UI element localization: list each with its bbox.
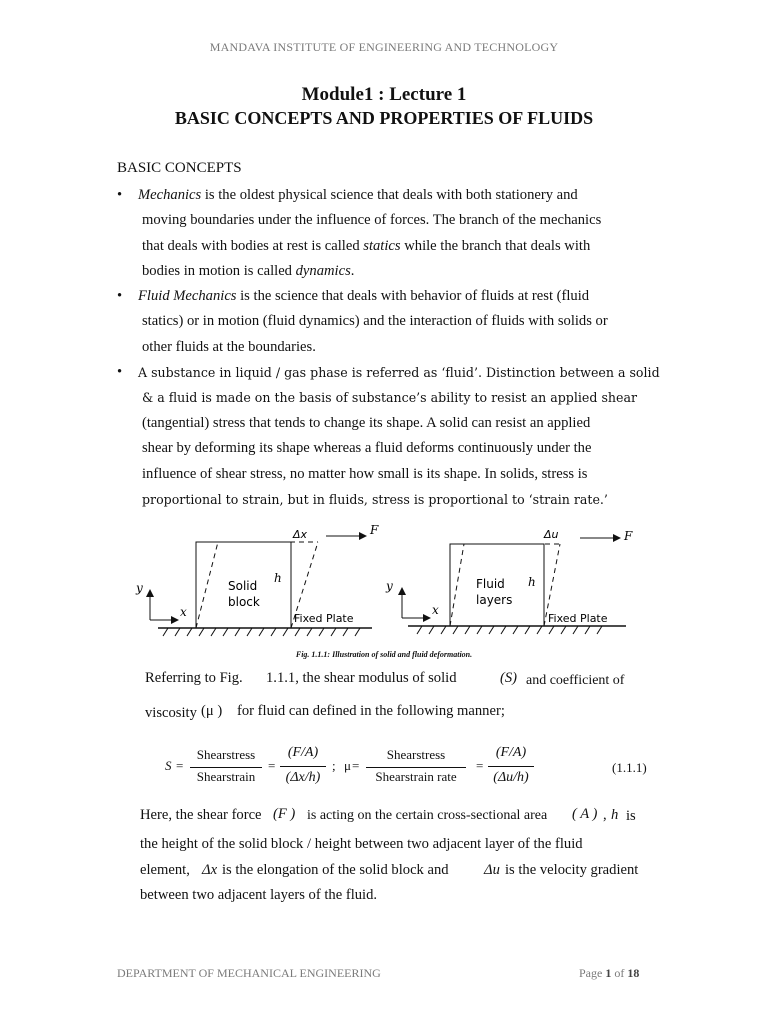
block-label: Solid xyxy=(228,579,258,593)
text: other fluids at the boundaries. xyxy=(142,338,316,355)
fixed-plate-label: Fixed Plate xyxy=(294,612,354,625)
deformation-figure xyxy=(130,518,640,658)
text: A substance in liquid / gas phase is referred as ‘fluid’. Distinction between a solid xyxy=(138,365,660,380)
text: between two adjacent layers of the fluid. xyxy=(140,887,378,903)
solid-diagram xyxy=(135,523,379,636)
eq-symbol: = xyxy=(476,758,484,773)
equation-1-1-1 xyxy=(160,742,670,794)
symbol-s: (S) xyxy=(500,670,518,686)
module-title: Module1 : Lecture 1 xyxy=(301,84,467,105)
text: while the branch that deals with xyxy=(400,237,591,254)
symbol-du: Δu xyxy=(484,862,500,878)
layers-label: layers xyxy=(476,593,513,607)
symbol-dx: Δx xyxy=(202,862,218,878)
block-label: block xyxy=(228,595,260,609)
bullet-marker: • xyxy=(117,187,123,203)
height-label: h xyxy=(274,571,282,585)
term-dynamics: dynamics xyxy=(295,263,351,280)
text: is the elongation of the solid block and xyxy=(222,862,449,878)
y-axis-label: y xyxy=(386,579,393,593)
text: proportional to strain, but in fluids, stress is proportional to ‘strain rate.’ xyxy=(142,492,608,508)
page-title: BASIC CONCEPTS AND PROPERTIES OF FLUIDS xyxy=(174,108,594,128)
bullet-mechanics xyxy=(117,183,637,285)
delta-u-label: Δu xyxy=(544,528,559,541)
eq-symbol: μ xyxy=(344,758,351,773)
text: , xyxy=(603,807,607,823)
text: is xyxy=(626,808,636,824)
symbol-f: (F ) xyxy=(273,806,296,822)
eq-denominator: (Δx/h) xyxy=(285,770,321,785)
eq-symbol: = xyxy=(268,758,276,773)
page-total: 18 xyxy=(627,966,640,980)
text: Here, the shear force xyxy=(140,807,262,823)
text: element, xyxy=(140,862,190,878)
text: the height of the solid block / height between two adjacent layer of the fluid xyxy=(140,836,583,852)
eq-symbol: = xyxy=(352,758,360,773)
bullet-marker: • xyxy=(117,288,123,304)
eq-numerator: (F/A) xyxy=(495,745,527,760)
text: is the science that deals with behavior of fluids at rest (fluid xyxy=(236,288,590,304)
text: statics) or in motion (fluid dynamics) and the interaction of fluids with solids or xyxy=(142,313,608,330)
term-fluid-mechanics: Fluid Mechanics xyxy=(138,288,237,304)
header-institute: MANDAVA INSTITUTE OF ENGINEERING AND TECHNOLOGY xyxy=(209,40,559,54)
text: moving boundaries under the influence of forces. The branch of the mechanics xyxy=(142,212,602,229)
bullet-substance xyxy=(117,360,660,512)
text: is acting on the certain cross-sectional area xyxy=(307,808,548,823)
equation-number: (1.1.1) xyxy=(612,760,647,775)
text: & a fluid is made on the basis of substance’s ability to resist an applied shear xyxy=(142,390,637,406)
eq-denominator: (Δu/h) xyxy=(493,770,529,785)
eq-denominator: Shearstrain xyxy=(196,769,256,784)
symbol-mu: (μ ) xyxy=(201,703,223,719)
fluid-diagram xyxy=(385,528,633,634)
eq-symbol: ; xyxy=(332,758,336,773)
text: viscosity xyxy=(145,705,197,721)
page-number xyxy=(579,966,639,981)
footer-department: DEPARTMENT OF MECHANICAL ENGINEERING xyxy=(117,966,381,980)
delta-x-label: Δx xyxy=(293,528,308,541)
page-current: 1 xyxy=(605,966,612,980)
hatching xyxy=(163,628,360,636)
text: (tangential) stress that tends to change its shape. A solid can resist an applied xyxy=(142,414,591,431)
text: is the velocity gradient xyxy=(505,862,639,878)
text: 1.1.1, the shear modulus of solid xyxy=(266,670,457,686)
fixed-plate-label: Fixed Plate xyxy=(548,612,608,625)
x-axis-label: x xyxy=(180,605,187,619)
text: bodies in motion is called xyxy=(142,263,296,280)
fraction-line xyxy=(488,766,534,767)
text: is the oldest physical science that deals with both stationery and xyxy=(201,187,578,203)
eq-denominator: Shearstrain rate xyxy=(375,769,457,784)
height-label: h xyxy=(528,575,536,589)
term-statics: statics xyxy=(363,237,401,254)
x-axis-label: x xyxy=(432,603,439,617)
force-label: F xyxy=(370,523,379,537)
y-axis-label: y xyxy=(136,581,143,595)
figure-caption: Fig. 1.1.1: Illustration of solid and fluid deformation. xyxy=(295,650,473,659)
eq-symbol: S xyxy=(165,758,172,773)
term-mechanics: Mechanics xyxy=(138,187,202,203)
eq-numerator: Shearstress xyxy=(386,747,446,762)
page-of: of xyxy=(614,966,625,980)
text: and coefficient of xyxy=(526,673,625,688)
text: Referring to Fig. xyxy=(145,670,243,686)
page-label: Page xyxy=(579,966,603,980)
text: . xyxy=(350,263,355,280)
eq-numerator: (F/A) xyxy=(287,745,319,760)
text: that deals with bodies at rest is called xyxy=(142,237,364,254)
eq-numerator: Shearstress xyxy=(196,747,256,762)
fraction-line xyxy=(280,766,326,767)
symbol-h: h xyxy=(611,807,619,823)
bullet-marker: • xyxy=(117,364,123,380)
bullet-fluid-mechanics xyxy=(117,284,637,360)
fraction-line xyxy=(190,767,262,768)
force-label: F xyxy=(624,529,633,543)
text: influence of shear stress, no matter how small is its shape. In solids, stress is xyxy=(142,465,588,482)
fraction-line xyxy=(366,767,466,768)
section-heading: BASIC CONCEPTS xyxy=(117,160,242,176)
layers-label: Fluid xyxy=(476,577,505,591)
text: for fluid can defined in the following manner; xyxy=(237,703,505,719)
symbol-a: ( A ) xyxy=(572,806,598,822)
text: shear by deforming its shape whereas a fluid deforms continuously under the xyxy=(142,440,592,457)
eq-symbol: = xyxy=(176,758,184,773)
